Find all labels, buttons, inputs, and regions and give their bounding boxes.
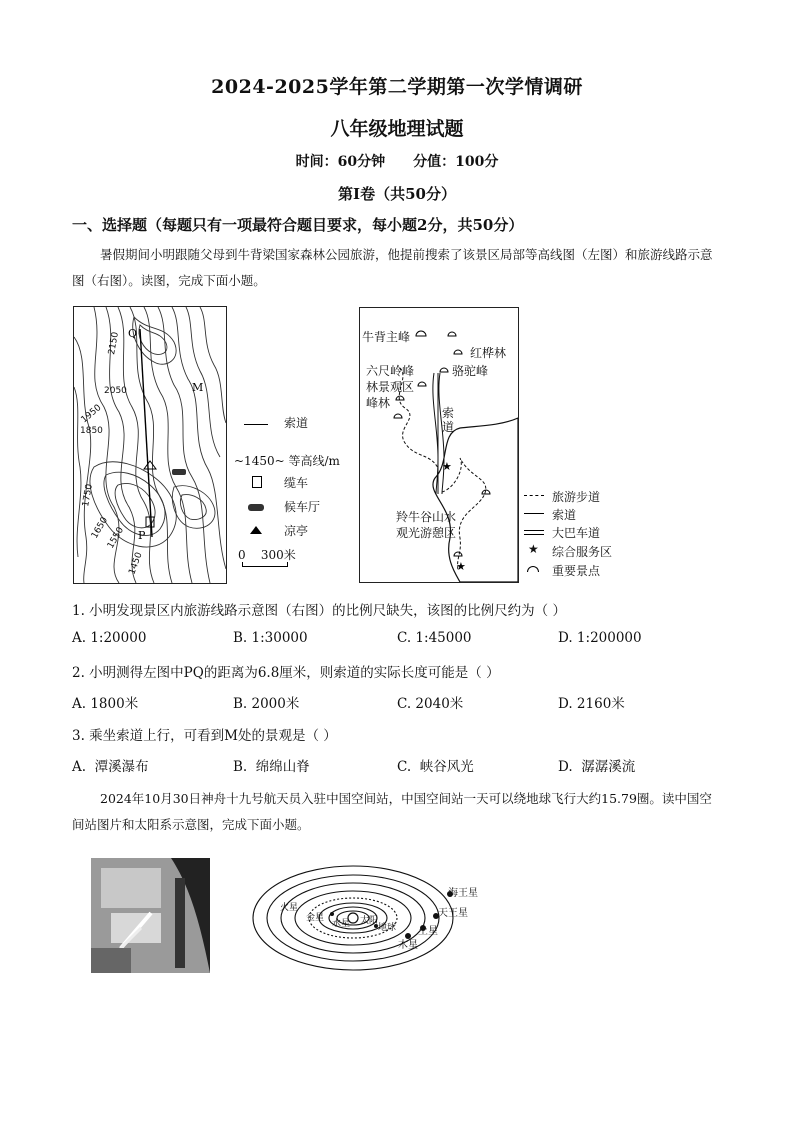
contour-label-1450: 1450: [127, 551, 145, 577]
trail-legend-icon: [524, 495, 544, 496]
question-2-option-b[interactable]: B. 2000米: [233, 696, 300, 712]
page-subtitle: 八年级地理试题: [330, 118, 464, 140]
service-star-icon: ★: [442, 460, 452, 473]
contour-label-1750: 1750: [81, 483, 95, 508]
legend-cablecar: 缆车: [284, 476, 309, 490]
spot-legend-icon: [527, 566, 539, 572]
cablecar-legend-icon: [252, 476, 262, 488]
spot-icon-2: [396, 396, 404, 400]
question-1-option-b[interactable]: B. 1:30000: [233, 630, 308, 646]
waiting-hall-legend-icon: [248, 504, 264, 511]
legend-bus-road: 大巴车道: [552, 526, 601, 540]
space-station-photo: [91, 858, 210, 973]
spot-valley-icon: [454, 552, 462, 556]
legend-waiting-hall: 候车厅: [284, 500, 321, 514]
question-2-stem: 2. 小明测得左图中PQ的距离为6.8厘米，则索道的实际长度可能是（ ）: [72, 665, 500, 681]
label-uranus: 天王星: [438, 908, 468, 919]
passage-1: 暑假期间小明跟随父母到牛背梁国家森林公园旅游，他提前搜索了该景区局部等高线图（左图）和旅游线路示意图（右图）。读图，完成下面小题。: [72, 247, 713, 288]
legend-spot: 重要景点: [552, 564, 601, 578]
point-m-label: M: [192, 381, 204, 394]
spot-niubei-icon: [416, 331, 426, 336]
route-cableway-legend-icon: [524, 513, 544, 514]
contour-label-1550: 1550: [105, 525, 127, 551]
contour-label-2150: 2150: [107, 331, 121, 356]
label-earth: 地球: [378, 923, 397, 933]
label-valley-1: 羚牛谷山水: [396, 510, 457, 524]
waiting-hall-icon: [172, 469, 186, 475]
label-mars: 火星: [280, 903, 299, 913]
label-liuchi-1: 六尺岭峰: [366, 364, 415, 378]
legend-trail: 旅游步道: [552, 490, 601, 504]
volume-title: 第Ⅰ卷（共50分）: [338, 185, 456, 203]
question-1-option-a[interactable]: A. 1:20000: [72, 630, 147, 646]
legend-service: 综合服务区: [552, 545, 613, 559]
question-2-option-c[interactable]: C. 2040米: [397, 696, 464, 712]
passage-2: 2024年10月30日神舟十九号航天员入驻中国空间站，中国空间站一天可以绕地球飞行大约15.79圈。读中国空间站图片和太阳系示意图，完成下面小题。: [72, 791, 712, 832]
label-jupiter: 木星: [398, 940, 418, 951]
legend-contour: ~1450~ 等高线/m: [234, 454, 340, 468]
label-valley-2: 观光游憩区: [396, 526, 457, 540]
spot-camel-peak-icon: [440, 368, 448, 372]
legend-scale: 0 300米: [238, 548, 296, 562]
spot-icon-1: [448, 332, 456, 336]
point-q-label: Q: [128, 327, 138, 340]
spot-liuchi-icon: [418, 382, 426, 386]
pavilion-icon: [144, 461, 156, 469]
contour-map-svg: [74, 307, 226, 583]
spot-red-birch-icon: [454, 350, 462, 354]
label-route-cableway: 索道: [442, 406, 455, 434]
legend-route-cableway: 索道: [552, 508, 577, 522]
contour-map: [73, 306, 227, 584]
contour-label-1650: 1650: [89, 515, 111, 541]
service-legend-icon: ★: [528, 542, 539, 556]
question-3-option-c[interactable]: C. 峡谷风光: [397, 759, 474, 775]
question-1-option-d[interactable]: D. 1:200000: [558, 630, 642, 646]
question-2-option-a[interactable]: A. 1800米: [72, 696, 139, 712]
solar-system-diagram: [248, 856, 498, 976]
cableway-legend-icon: [244, 424, 268, 425]
question-3-option-a[interactable]: A. 潭溪瀑布: [72, 759, 149, 775]
question-2-option-d[interactable]: D. 2160米: [558, 696, 625, 712]
section-heading: 一、选择题（每题只有一项最符合题目要求，每小题2分，共50分）: [72, 216, 524, 234]
bus-road-legend-icon: [524, 530, 544, 535]
spot-icon-3: [394, 414, 402, 418]
label-camel-peak: 骆驼峰: [452, 364, 489, 378]
label-liuchi-2: 林景观区: [366, 380, 415, 394]
space-station-svg: [91, 858, 210, 973]
question-3-option-d[interactable]: D. 潺潺溪流: [558, 759, 636, 775]
service-star-icon-2: ★: [456, 560, 466, 573]
exam-info: [0, 151, 794, 171]
point-p-label: P: [138, 529, 146, 542]
question-1-stem: 1. 小明发现景区内旅游线路示意图（右图）的比例尺缺失，该图的比例尺约为（ ）: [72, 603, 566, 619]
question-3-option-b[interactable]: B. 绵绵山脊: [233, 759, 310, 775]
label-sun: 太阳: [360, 916, 379, 926]
question-1-option-c[interactable]: C. 1:45000: [397, 630, 472, 646]
contour-label-2050: 2050: [104, 386, 127, 396]
pavilion-legend-icon: [250, 526, 262, 534]
exam-score: 分值：100分: [413, 154, 499, 170]
legend-pavilion: 凉亭: [284, 524, 309, 538]
page-title: 2024-2025学年第二学期第一次学情调研: [211, 76, 583, 98]
exam-time: 时间：60分钟: [295, 154, 386, 170]
label-liuchi-3: 峰林: [366, 396, 391, 410]
label-mercury: 水星: [332, 919, 351, 929]
route-map: [359, 307, 519, 583]
contour-label-1850: 1850: [80, 426, 103, 436]
scale-bar: [242, 562, 288, 567]
legend-cableway: 索道: [284, 416, 309, 430]
label-red-birch: 红桦林: [470, 346, 507, 360]
label-saturn: 土星: [418, 926, 438, 937]
label-neptune: 海王星: [448, 888, 478, 899]
question-3-stem: 3. 乘坐索道上行，可看到M处的景观是（ ）: [72, 728, 337, 744]
label-venus: 金星: [306, 913, 325, 923]
label-niubei-peak: 牛背主峰: [362, 330, 411, 344]
contour-label-1950: 1950: [79, 402, 104, 426]
